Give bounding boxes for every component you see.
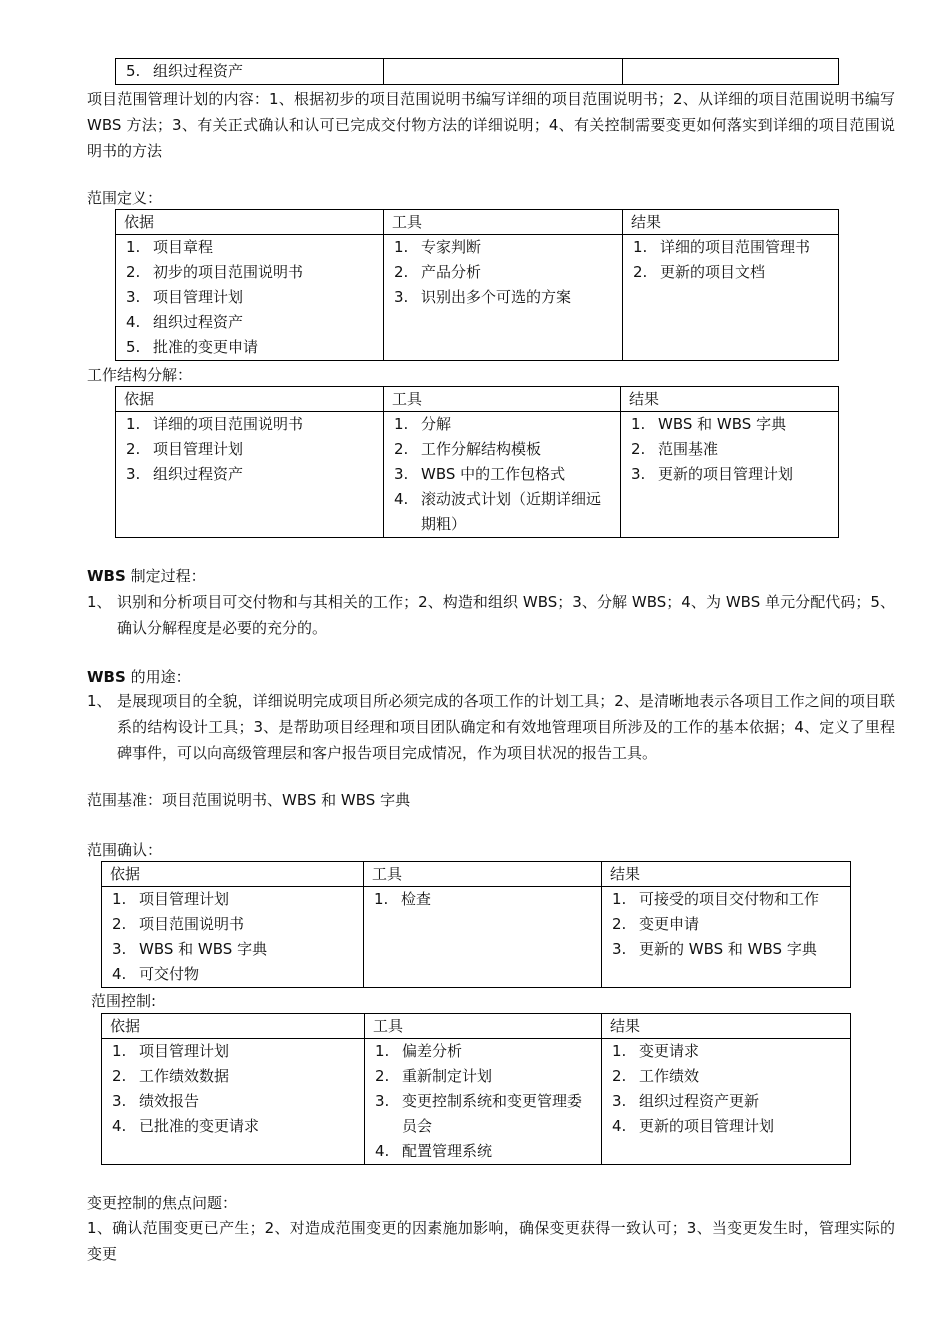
list-item: 2. 工作绩效数据 [112,1067,230,1085]
header-inputs: 依据 [116,387,384,412]
change-control-text: 1、确认范围变更已产生；2、对造成范围变更的因素施加影响，确保变更获得一致认可；3、当变更发生时，管理实际的变更 [87,1219,895,1263]
header-outputs: 结果 [602,862,851,887]
outputs-list [610,887,842,962]
header-inputs: 依据 [116,210,384,235]
outputs-list [629,412,830,487]
header-tools: 工具 [384,210,623,235]
scope-definition-table [115,209,839,361]
wbs-creation-table [115,386,839,538]
scope-control-title: 范围控制: [91,992,157,1010]
inputs-list [124,235,375,360]
list-item: 4. 配置管理系统 [375,1142,493,1160]
list-item: 5. 批准的变更申请 [126,338,259,356]
list-item: 4. 可交付物 [112,965,200,983]
list-item: 2. 产品分析 [394,263,482,281]
header-inputs: 依据 [102,1014,365,1039]
header-tools: 工具 [364,862,602,887]
header-inputs: 依据 [102,862,364,887]
tools-list [392,412,612,537]
inputs-list [110,887,355,987]
wbs-process-title: WBS 制定过程： [87,567,206,585]
wbs-creation-title: 工作结构分解： [87,366,193,384]
list-item: 2. 项目管理计划 [126,440,244,458]
list-item: 3. 项目管理计划 [126,288,244,306]
list-item: 1. WBS 和 WBS 字典 [631,415,787,433]
tools-list [373,1039,593,1164]
list-item: 1. 专家判断 [394,238,482,256]
list-item: 4. 已批准的变更请求 [112,1117,260,1135]
scope-control-table [101,1013,851,1165]
list-item: 2. 项目范围说明书 [112,915,245,933]
list-item: 1. 项目章程 [126,238,214,256]
list-item: 1. 详细的项目范围管理书 [633,238,811,256]
list-item: 4. 组织过程资产 [126,313,244,331]
change-control-title: 变更控制的焦点问题： [87,1194,238,1212]
list-item: 1. 变更请求 [612,1042,700,1060]
list-item: 2. 更新的项目文档 [633,263,766,281]
list-item: 3. WBS 中的工作包格式 [394,465,566,483]
list-item: 3. 识别出多个可选的方案 [394,288,572,306]
wbs-process-item: 1、 识别和分析项目可交付物和与其相关的工作；2、构造和组织 WBS；3、分解 WBS；4、为 WBS 单元分配代码；5、确认分解程度是必要的充分的。 [87,593,895,637]
wbs-uses-title: WBS 的用途： [87,668,191,686]
list-item: 2. 工作分解结构模板 [394,440,542,458]
list-item: 3. WBS 和 WBS 字典 [112,940,268,958]
list-item: 4. 滚动波式计划（近期详细远期粗） [394,490,602,533]
tools-list [372,887,593,912]
list-item: 4. 更新的项目管理计划 [612,1117,775,1135]
header-tools: 工具 [384,387,621,412]
outputs-list [631,235,830,285]
list-item: 1. 偏差分析 [375,1042,463,1060]
header-outputs: 结果 [602,1014,851,1039]
list-item: 3. 组织过程资产更新 [612,1092,760,1110]
list-item: 1. 检查 [374,890,432,908]
inputs-list [124,412,375,487]
list-item: 1. 可接受的项目交付物和工作 [612,890,820,908]
scope-plan-paragraph: 项目范围管理计划的内容：1、根据初步的项目范围说明书编写详细的项目范围说明书；2、从详细的项目范围说明书编写 WBS 方法；3、有关正式确认和认可已完成交付物方法的详细说明；4、有关控制需要变更如何落实到详细的项目范围说明书的方法 [87,90,895,160]
list-item: 1. 详细的项目范围说明书 [126,415,304,433]
list-item: 1. 项目管理计划 [112,1042,230,1060]
list-item: 3. 更新的项目管理计划 [631,465,794,483]
header-outputs: 结果 [623,210,839,235]
list-item: 3. 绩效报告 [112,1092,200,1110]
scope-definition-title: 范围定义： [87,189,163,207]
header-outputs: 结果 [621,387,839,412]
list-item: 5. 组织过程资产 [126,62,244,80]
inputs-list [110,1039,356,1139]
tools-list [392,235,614,310]
list-item: 1. 分解 [394,415,452,433]
list-item: 2. 重新制定计划 [375,1067,493,1085]
wbs-uses-item: 1、 是展现项目的全貌，详细说明完成项目所必须完成的各项工作的计划工具；2、是清晰地表示各项目工作之间的项目联系的结构设计工具；3、是帮助项目经理和项目团队确定和有效地管理项目所涉及的工作的基本依据；4、定义了里程碑事件，可以向高级管理层和客户报告项目完成情况，作为项目状况的报告工具。 [87,692,895,762]
scope-verification-table [101,861,851,988]
list-item: 3. 变更控制系统和变更管理委员会 [375,1092,583,1135]
scope-verification-title: 范围确认： [87,841,163,859]
top-table [115,58,839,85]
outputs-list [610,1039,842,1139]
list-item: 3. 更新的 WBS 和 WBS 字典 [612,940,817,958]
list-item: 2. 工作绩效 [612,1067,700,1085]
list-item: 2. 初步的项目范围说明书 [126,263,304,281]
header-tools: 工具 [365,1014,602,1039]
list-item: 1. 项目管理计划 [112,890,230,908]
list-item: 2. 范围基准 [631,440,719,458]
list-item: 3. 组织过程资产 [126,465,244,483]
scope-baseline: 范围基准：项目范围说明书、WBS 和 WBS 字典 [87,791,411,809]
list-item: 2. 变更申请 [612,915,700,933]
